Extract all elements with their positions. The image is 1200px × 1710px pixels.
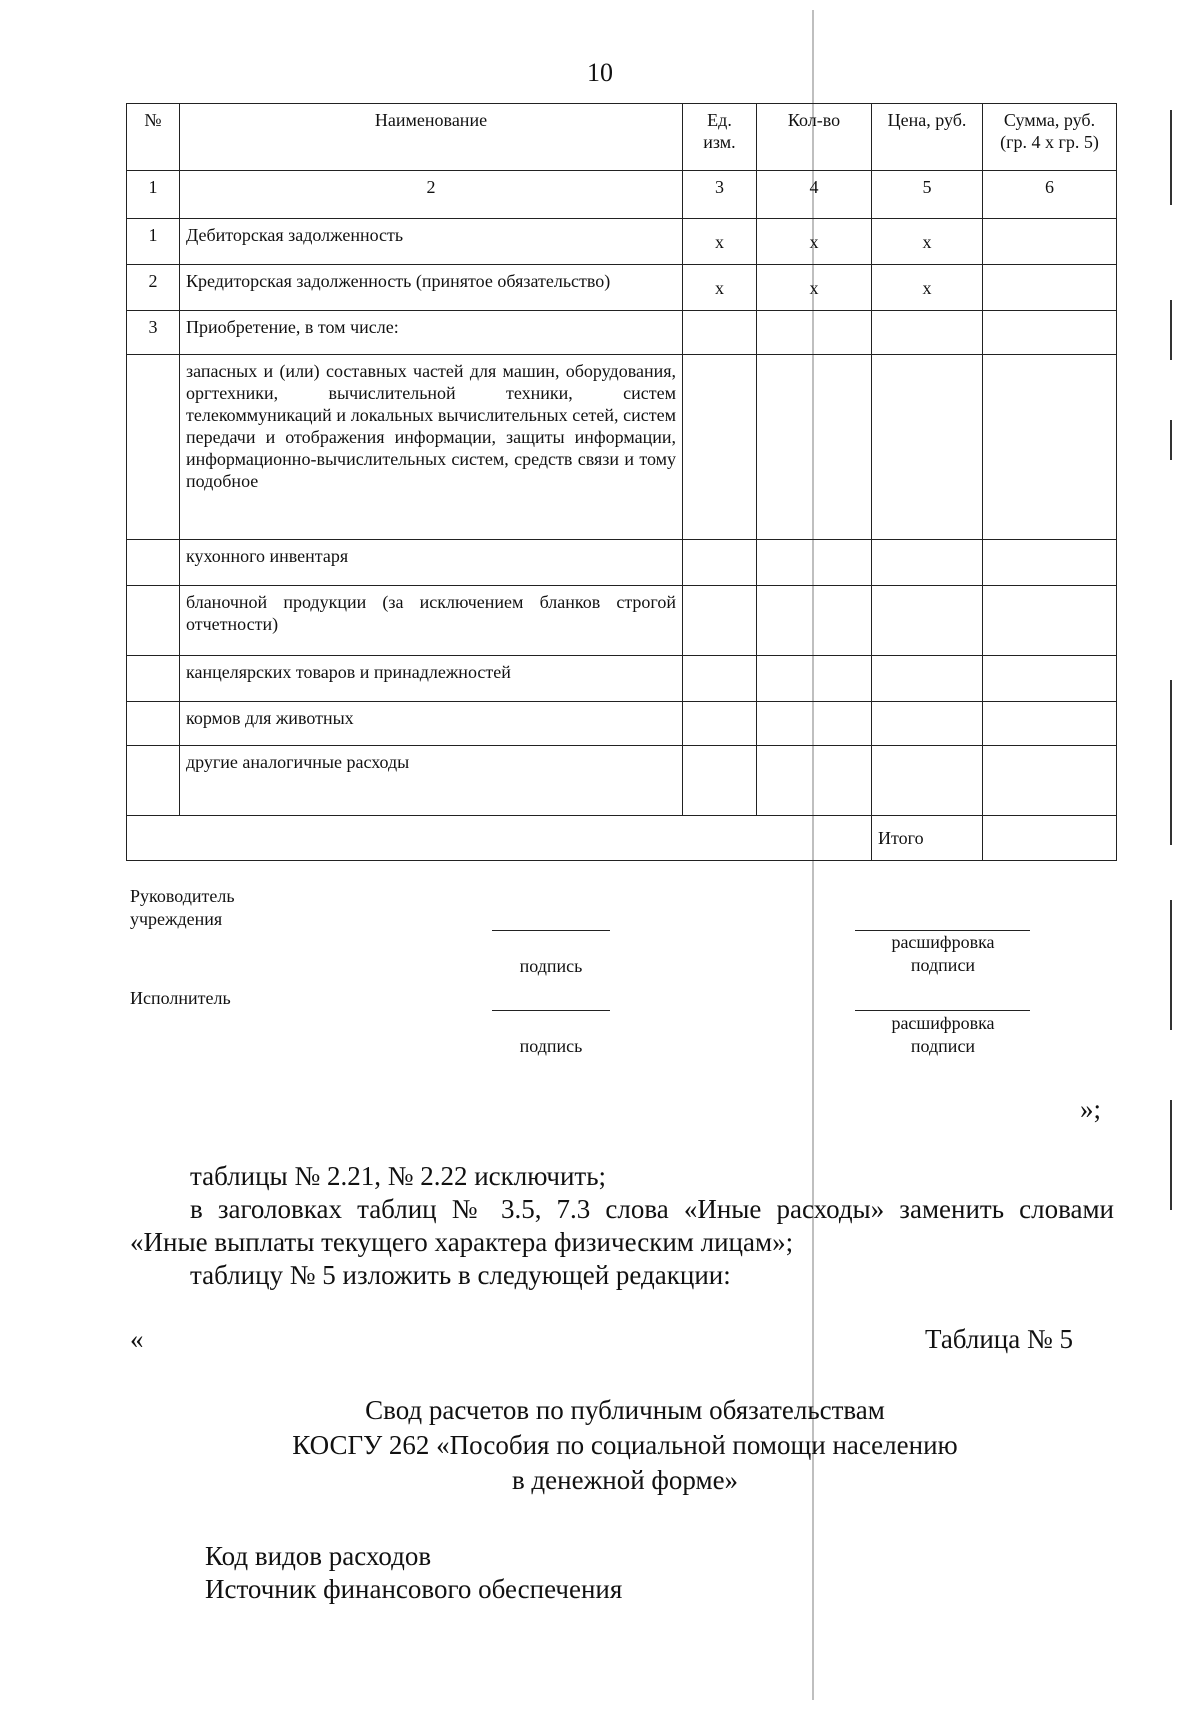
executor-label: Исполнитель (130, 988, 231, 1008)
row-sum (983, 540, 1117, 586)
row-unit (683, 540, 757, 586)
scan-edge-mark (1170, 300, 1172, 360)
header-unit: Ед. изм. (683, 104, 757, 171)
row-name: кормов для животных (180, 702, 683, 746)
opening-quote: « (130, 1324, 144, 1354)
scan-edge-mark (1170, 900, 1172, 1030)
executor-signature-caption: подпись (519, 1036, 583, 1056)
row-qty (757, 746, 872, 816)
amendment-line-1: таблицы № 2.21, № 2.22 исключить; (190, 1161, 607, 1191)
column-number: 2 (180, 171, 683, 219)
page-number: 10 (587, 58, 613, 87)
row-num (127, 656, 180, 702)
table5-title-line-2: КОСГУ 262 «Пособия по социальной помощи населению (292, 1430, 958, 1460)
row-qty: х (757, 265, 872, 311)
row-sum (983, 702, 1117, 746)
row-qty: х (757, 219, 872, 265)
row-unit (683, 656, 757, 702)
head-signature-caption: подпись (519, 956, 583, 976)
row-qty (757, 702, 872, 746)
row-price (872, 355, 983, 540)
header-name: Наименование (180, 104, 683, 171)
expense-table (126, 103, 1117, 861)
row-name: запасных и (или) составных частей для машин, оборудования, оргтехники, вычислительной техники, систем телекоммуникаций и локальных вычислительных сетей, систем передачи и отображения информации, защиты информации, информационно-вычислительных систем, средств связи и тому подобное (180, 355, 683, 540)
table5-title-line-3: в денежной форме» (511, 1465, 739, 1495)
head-decoding-caption: расшифровка подписи (891, 932, 995, 975)
row-unit: х (683, 265, 757, 311)
row-price (872, 702, 983, 746)
row-sum (983, 746, 1117, 816)
head-signature-line (492, 930, 610, 931)
header-sum: Сумма, руб. (гр. 4 х гр. 5) (983, 104, 1117, 171)
row-unit: х (683, 219, 757, 265)
row-price (872, 586, 983, 656)
row-num: 3 (127, 311, 180, 355)
table-row (127, 355, 1117, 540)
header-qty: Кол-во (757, 104, 872, 171)
scan-edge-mark (1170, 110, 1172, 205)
row-sum (983, 311, 1117, 355)
table-header-row (127, 104, 1117, 171)
column-number: 1 (127, 171, 180, 219)
row-sum (983, 265, 1117, 311)
row-name: другие аналогичные расходы (180, 746, 683, 816)
table-row (127, 540, 1117, 586)
row-sum (983, 219, 1117, 265)
row-price: х (872, 265, 983, 311)
table-row (127, 746, 1117, 816)
row-qty (757, 656, 872, 702)
row-unit (683, 746, 757, 816)
row-num: 1 (127, 219, 180, 265)
row-sum (983, 355, 1117, 540)
row-qty (757, 540, 872, 586)
row-num (127, 355, 180, 540)
row-num (127, 746, 180, 816)
funding-source-label: Источник финансового обеспечения (205, 1574, 623, 1604)
table5-label: Таблица № 5 (925, 1324, 1073, 1354)
column-number: 5 (872, 171, 983, 219)
row-qty (757, 355, 872, 540)
row-price: х (872, 219, 983, 265)
row-unit (683, 311, 757, 355)
total-row (127, 816, 1117, 861)
row-num: 2 (127, 265, 180, 311)
row-num (127, 702, 180, 746)
column-number: 3 (683, 171, 757, 219)
row-sum (983, 656, 1117, 702)
column-number-row (127, 171, 1117, 219)
table-row (127, 702, 1117, 746)
row-sum (983, 586, 1117, 656)
row-unit (683, 355, 757, 540)
row-name: Дебиторская задолженность (180, 219, 683, 265)
row-name: Приобретение, в том числе: (180, 311, 683, 355)
amendment-line-3: таблицу № 5 изложить в следующей редакции: (190, 1260, 731, 1290)
row-price (872, 746, 983, 816)
executor-signature-line (492, 1010, 610, 1011)
total-value (983, 816, 1117, 861)
row-qty (757, 311, 872, 355)
table-row (127, 586, 1117, 656)
scan-edge-mark (1170, 1100, 1172, 1210)
total-empty (127, 816, 872, 861)
row-price (872, 311, 983, 355)
expense-code-label: Код видов расходов (205, 1541, 432, 1571)
executor-decoding-caption: расшифровка подписи (891, 1013, 995, 1056)
table-row (127, 311, 1117, 355)
scan-edge-mark (1170, 680, 1172, 845)
row-qty (757, 586, 872, 656)
table-row (127, 219, 1117, 265)
header-num: № (127, 104, 180, 171)
head-label: Руководитель учреждения (130, 886, 235, 929)
table5-title-line-1: Свод расчетов по публичным обязательствам (365, 1395, 885, 1425)
row-name: Кредиторская задолженность (принятое обязательство) (180, 265, 683, 311)
header-price: Цена, руб. (872, 104, 983, 171)
row-unit (683, 702, 757, 746)
row-num (127, 540, 180, 586)
column-number: 6 (983, 171, 1117, 219)
amendment-line-2: в заголовках таблиц № 3.5, 7.3 слова «Иные расходы» заменить словами (190, 1194, 1114, 1224)
executor-decoding-line (855, 1010, 1030, 1011)
row-name: кухонного инвентаря (180, 540, 683, 586)
closing-quote: »; (1080, 1094, 1102, 1124)
row-name: канцелярских товаров и принадлежностей (180, 656, 683, 702)
table-row (127, 656, 1117, 702)
table-row (127, 265, 1117, 311)
row-price (872, 656, 983, 702)
column-number: 4 (757, 171, 872, 219)
row-price (872, 540, 983, 586)
row-unit (683, 586, 757, 656)
row-num (127, 586, 180, 656)
row-name: бланочной продукции (за исключением бланков строгой отчетности) (180, 586, 683, 656)
amendment-line-2-cont: «Иные выплаты текущего характера физическим лицам»; (130, 1227, 794, 1257)
total-label: Итого (872, 816, 983, 861)
scan-edge-mark (1170, 420, 1172, 460)
